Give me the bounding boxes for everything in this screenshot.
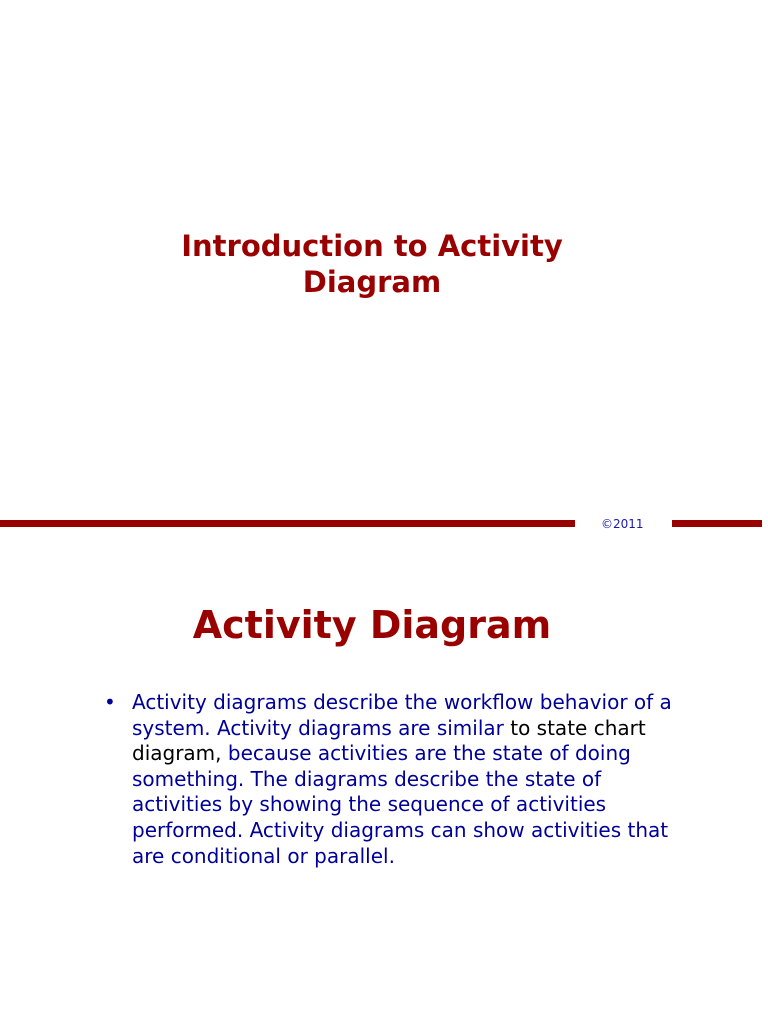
bullet-text-part3: because activities are the state of doing something. The diagrams describe the state of activities by showing the sequence of activities performed. Activity diagrams can show activities that are conditional or parallel.: [132, 741, 669, 868]
bullet-list: [100, 690, 680, 869]
slide2-title: Activity Diagram: [192, 603, 552, 647]
slide1-title-line1: Introduction to Activity: [181, 229, 563, 263]
copyright-text: ©2011: [601, 517, 644, 531]
bullet-text-part2: to state chart diagram,: [132, 715, 646, 766]
bullet-item: [100, 690, 680, 869]
divider-left: [0, 520, 575, 527]
slide1-title: [172, 228, 572, 300]
bullet-text-part1: Activity diagrams describe the workflow behavior of a system. Activity diagrams are similar: [132, 690, 672, 740]
divider-right: [672, 520, 762, 527]
slide1-title-line2: Diagram: [302, 265, 442, 299]
bullet-dot-icon: •: [104, 690, 116, 714]
